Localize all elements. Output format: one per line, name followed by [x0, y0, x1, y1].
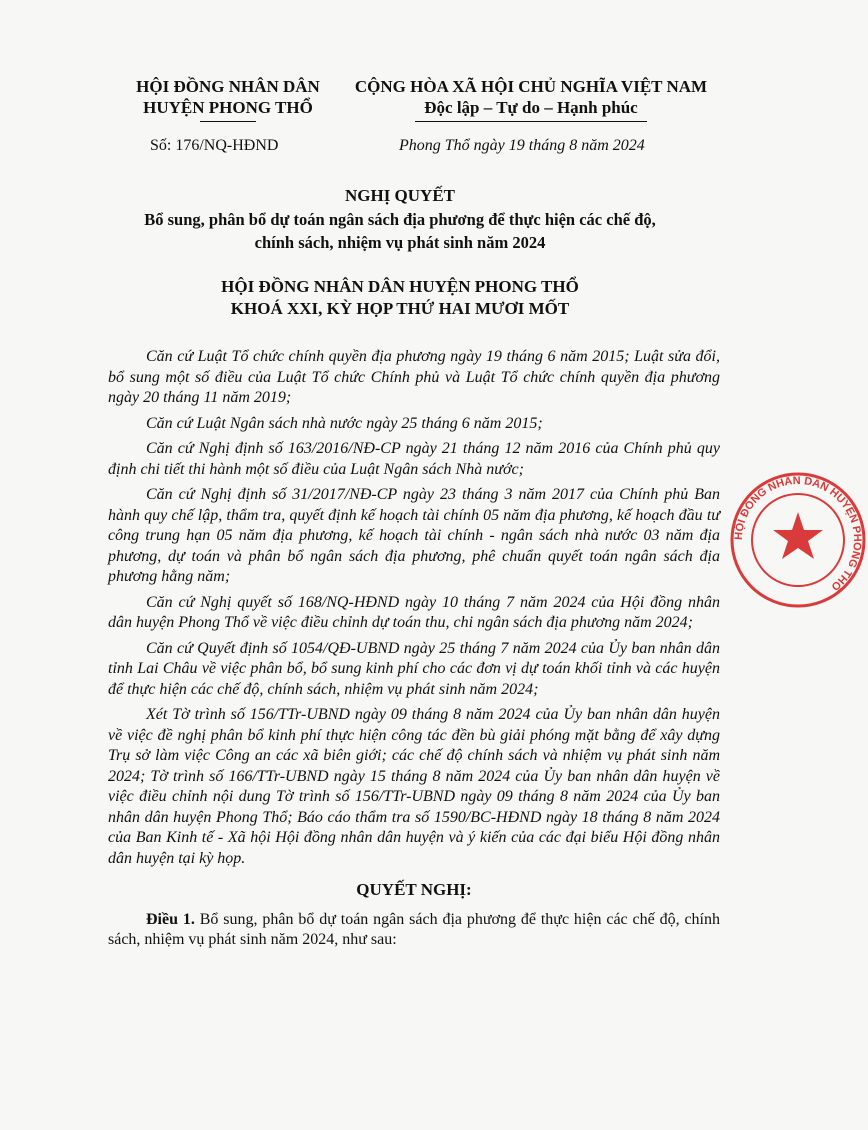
- official-seal: [728, 470, 868, 610]
- preamble-paragraph: Căn cứ Nghị định số 163/2016/NĐ-CP ngày 21 tháng 12 năm 2016 của Chính phủ quy định chi tiết thi hành một số điều của Luật Ngân sách Nhà nước;: [108, 440, 720, 478]
- issuer-line-1: HỘI ĐỒNG NHÂN DÂN: [136, 77, 320, 96]
- place-date: Phong Thổ ngày 19 tháng 8 năm 2024: [399, 137, 645, 154]
- issuing-authority: [0, 276, 800, 320]
- issuer-line-2: HUYỆN PHONG THỔ: [143, 98, 313, 117]
- national-header: [345, 76, 717, 122]
- preamble-paragraph: Xét Tờ trình số 156/TTr-UBND ngày 09 tháng 8 năm 2024 của Ủy ban nhân dân huyện về việc đề nghị phân bổ kinh phí thực hiện công tác đền bù giải phóng mặt bằng để xây dựng Trụ sở làm việc Công an các xã biên giới; các chế độ chính sách và nhiệm vụ phát sinh năm 2024; Tờ trình số 166/TTr-UBND ngày 15 tháng 8 năm 2024 của Ủy ban nhân dân huyện về việc điều chỉnh nội dung Tờ trình số 156/TTr-UBND ngày 09 tháng 8 năm 2024 của Ủy ban nhân dân huyện Phong Thổ; Báo cáo thẩm tra số 1590/BC-HĐND ngày 18 tháng 8 năm 2024 của Ban Kinh tế - Xã hội Hội đồng nhân dân huyện và ý kiến của các đại biểu Hội đồng nhân dân huyện tại kỳ họp.: [108, 706, 720, 867]
- national-motto: Độc lập – Tự do – Hạnh phúc: [424, 98, 638, 117]
- article-1-text: Bổ sung, phân bổ dự toán ngân sách địa phương để thực hiện các chế độ, chính sách, nhiệm vụ phát sinh năm 2024, như sau:: [108, 910, 720, 948]
- issuer-block: [118, 76, 338, 122]
- document-type: NGHỊ QUYẾT: [344, 186, 456, 205]
- document-subject: [0, 208, 800, 254]
- authority-line-2: KHOÁ XXI, KỲ HỌP THỨ HAI MƯƠI MỐT: [230, 299, 570, 318]
- motto-underline: [415, 121, 647, 122]
- decision-heading: QUYẾT NGHỊ:: [356, 880, 472, 899]
- authority-line-1: HỘI ĐỒNG NHÂN DÂN HUYỆN PHONG THỔ: [221, 277, 579, 296]
- article-1: [108, 910, 720, 951]
- subject-line-1: Bổ sung, phân bổ dự toán ngân sách địa phương để thực hiện các chế độ,: [144, 210, 656, 229]
- document-body: [108, 347, 720, 956]
- subject-line-2: chính sách, nhiệm vụ phát sinh năm 2024: [254, 233, 546, 252]
- preamble-paragraph: Căn cứ Luật Ngân sách nhà nước ngày 25 tháng 6 năm 2015;: [146, 414, 543, 432]
- preamble-paragraph: Căn cứ Nghị định số 31/2017/NĐ-CP ngày 23 tháng 3 năm 2017 của Chính phủ Ban hành quy chế lập, thẩm tra, quyết định kế hoạch tài chính 05 năm địa phương, kế hoạch đầu tư công trung hạn 05 năm địa phương, kế hoạch tài chính - ngân sách nhà nước 03 năm địa phương, dự toán và phân bổ ngân sách địa phương, phê chuẩn quyết toán ngân sách địa phương hằng năm;: [108, 486, 720, 585]
- preamble-paragraph: Căn cứ Luật Tổ chức chính quyền địa phương ngày 19 tháng 6 năm 2015; Luật sửa đổi, bổ sung một số điều của Luật Tổ chức Chính phủ và Luật Tổ chức chính quyền địa phương ngày 20 tháng 11 năm 2019;: [108, 348, 720, 406]
- preamble-paragraph: Căn cứ Nghị quyết số 168/NQ-HĐND ngày 10 tháng 7 năm 2024 của Hội đồng nhân dân huyện Phong Thổ về việc điều chỉnh dự toán thu, chi ngân sách địa phương năm 2024;: [108, 593, 720, 631]
- svg-text:HỘI ĐỒNG NHÂN DÂN HUYỆN PHONG: HỘI ĐỒNG NHÂN DÂN HUYỆN PHONG THỔ: [732, 474, 864, 593]
- issuer-underline: [200, 121, 256, 122]
- article-1-label: Điều 1.: [146, 910, 195, 928]
- country-name: CỘNG HÒA XÃ HỘI CHỦ NGHĨA VIỆT NAM: [354, 77, 708, 96]
- document-number: Số: 176/NQ-HĐND: [150, 137, 279, 154]
- preamble-paragraph: Căn cứ Quyết định số 1054/QĐ-UBND ngày 25 tháng 7 năm 2024 của Ủy ban nhân dân tỉnh Lai Châu về việc phân bổ, bổ sung kinh phí cho các đơn vị dự toán khối tỉnh và các huyện để thực hiện các chế độ, chính sách, nhiệm vụ phát sinh năm 2024;: [108, 639, 720, 698]
